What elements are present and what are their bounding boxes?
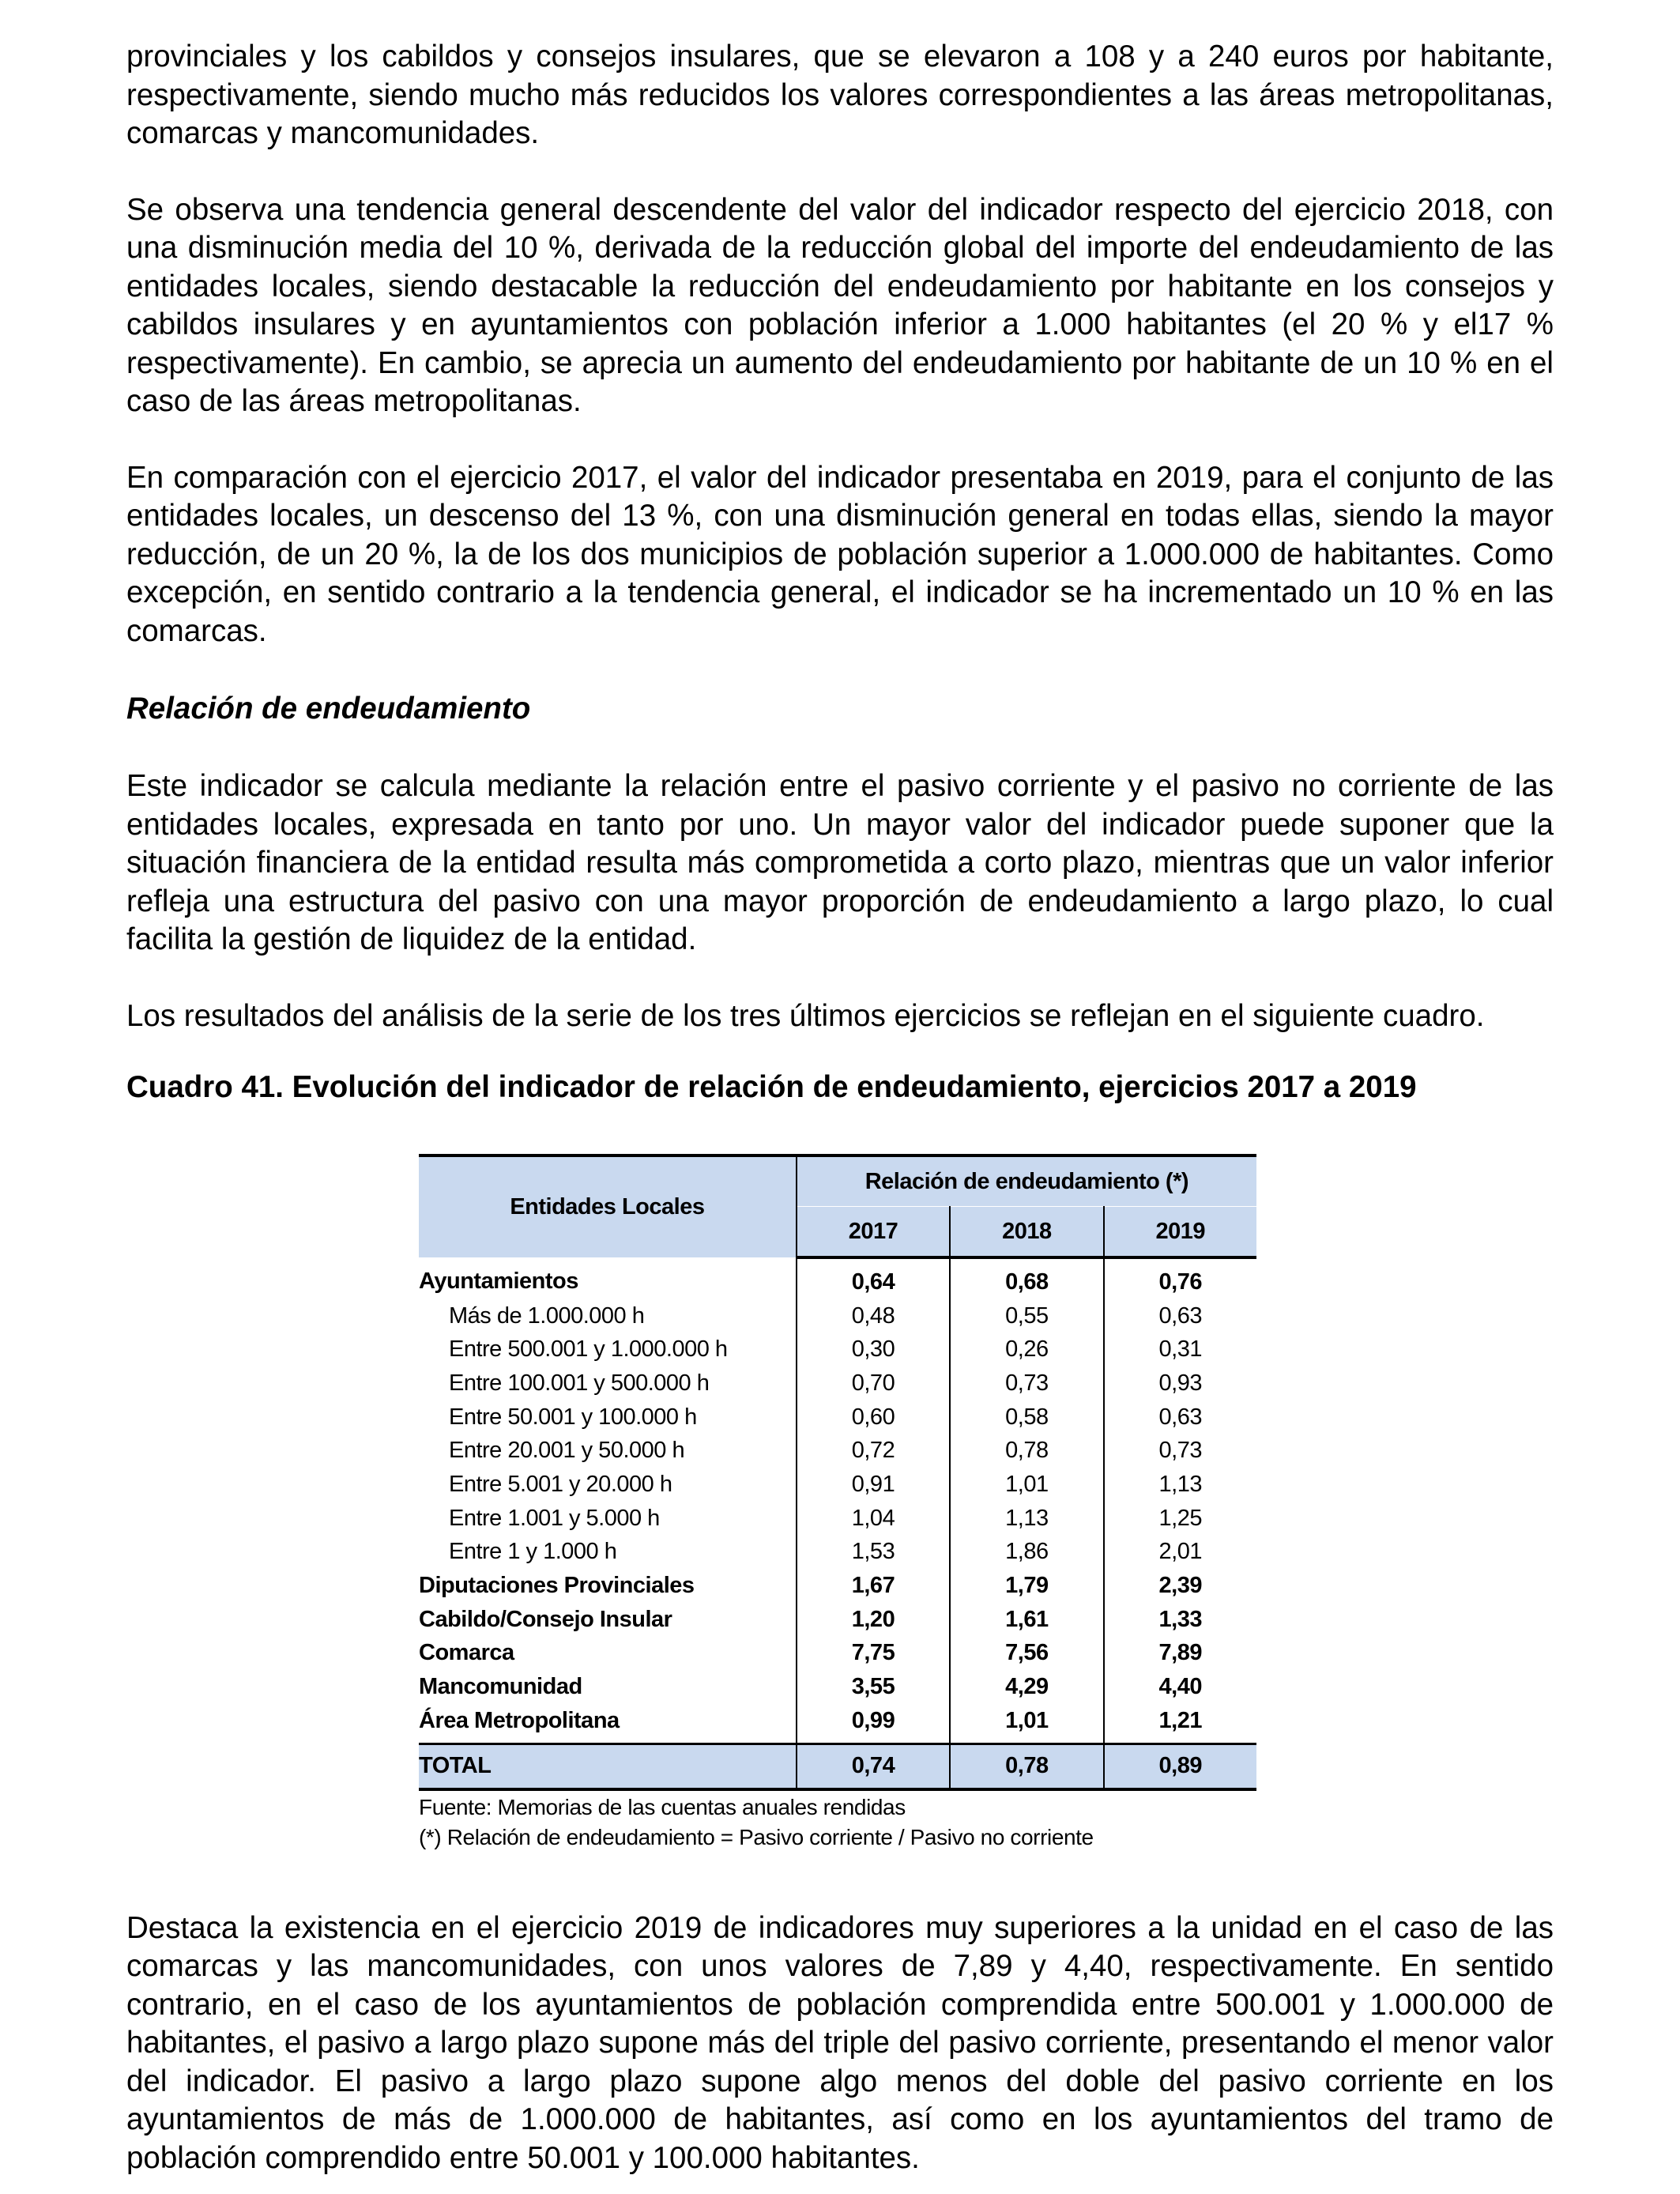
table-cell: 1,13 (1104, 1468, 1256, 1502)
paragraph: Destaca la existencia en el ejercicio 2019 de indicadores muy superiores a la unidad en el caso de las comarcas y las mancomunidades, con unos valores de 7,89 y 4,40, respectivamente. En sentido contrario, en el caso de los ayuntamientos de población comprendida entre 500.001 y 1.000.000 de habitantes, el pasivo a largo plazo supone más del triple del pasivo corriente, presentando el menor valor del indicador. El pasivo a largo plazo supone algo menos del doble del pasivo corriente en los ayuntamientos de más de 1.000.000 de habitantes, así como en los ayuntamientos del tramo de población comprendido entre 50.001 y 100.000 habitantes. (126, 1910, 1554, 2175)
table-cell: 7,56 (950, 1637, 1103, 1671)
table-cell: 0,64 (797, 1257, 950, 1299)
paragraph: Este indicador se calcula mediante la relación entre el pasivo corriente y el pasivo no corriente de las entidades locales, expresada en tanto por uno. Un mayor valor del indicador puede suponer que la situación financiera de la entidad resulta más comprometida a corto plazo, mientras que un valor inferior refleja una estructura del pasivo con una mayor proporción de endeudamiento a largo plazo, lo cual facilita la gestión de liquidez de la entidad. (126, 769, 1554, 956)
table-cell: 0,48 (797, 1299, 950, 1333)
table-cell: 1,21 (1104, 1704, 1256, 1744)
table-cell: 0,63 (1104, 1299, 1256, 1333)
row-label: Entre 1 y 1.000 h (449, 1539, 617, 1565)
table-cell: 1,86 (950, 1536, 1103, 1570)
table-container (419, 1154, 1256, 1853)
table-row (419, 1670, 1256, 1704)
table-cell: 1,01 (950, 1704, 1103, 1744)
column-header-entities: Entidades Locales (419, 1155, 797, 1257)
row-label: Cabildo/Consejo Insular (419, 1606, 672, 1632)
table-row (419, 1468, 1256, 1502)
row-label: Comarca (419, 1640, 514, 1666)
table-row (419, 1569, 1256, 1603)
table-cell: 1,53 (797, 1536, 950, 1570)
table-total-row (419, 1744, 1256, 1789)
table-row (419, 1333, 1256, 1367)
table-cell: 0,30 (797, 1333, 950, 1367)
table-row (419, 1704, 1256, 1744)
table-cell: 7,75 (797, 1637, 950, 1671)
table-cell: 0,78 (950, 1744, 1103, 1789)
document-page (126, 38, 1554, 2177)
table-row (419, 1637, 1256, 1671)
table-cell: 1,01 (950, 1468, 1103, 1502)
table-cell: 0,76 (1104, 1257, 1256, 1299)
column-group-header: Relación de endeudamiento (*) (797, 1155, 1256, 1207)
row-label: Mancomunidad (419, 1674, 582, 1700)
row-label: Entre 1.001 y 5.000 h (449, 1505, 660, 1531)
row-label: Ayuntamientos (419, 1268, 578, 1294)
table-row (419, 1299, 1256, 1333)
table-cell: 1,20 (797, 1603, 950, 1637)
table-cell: 1,04 (797, 1502, 950, 1536)
row-label: Entre 100.001 y 500.000 h (449, 1370, 710, 1396)
table-row (419, 1434, 1256, 1468)
table-row (419, 1257, 1256, 1299)
table-cell: 1,79 (950, 1569, 1103, 1603)
table-cell: 4,29 (950, 1670, 1103, 1704)
column-header-year: 2018 (950, 1207, 1103, 1258)
row-label: Más de 1.000.000 h (449, 1302, 645, 1329)
table-cell: 0,70 (797, 1367, 950, 1400)
column-header-year: 2017 (797, 1207, 950, 1258)
table-cell: 7,89 (1104, 1637, 1256, 1671)
row-label: Entre 5.001 y 20.000 h (449, 1471, 672, 1497)
table-cell: 0,55 (950, 1299, 1103, 1333)
table-row (419, 1536, 1256, 1570)
table-cell: 0,78 (950, 1434, 1103, 1468)
table-cell: 0,58 (950, 1400, 1103, 1434)
table-cell: 0,99 (797, 1704, 950, 1744)
table-cell: 2,39 (1104, 1569, 1256, 1603)
table-cell: 1,13 (950, 1502, 1103, 1536)
definition-note: (*) Relación de endeudamiento = Pasivo corriente / Pasivo no corriente (419, 1824, 1094, 1849)
row-label: TOTAL (419, 1744, 797, 1789)
table-cell: 0,89 (1104, 1744, 1256, 1789)
table-cell: 0,68 (950, 1257, 1103, 1299)
table-cell: 0,73 (950, 1367, 1103, 1400)
table-cell: 0,72 (797, 1434, 950, 1468)
table-cell: 1,67 (797, 1569, 950, 1603)
table-cell: 0,63 (1104, 1400, 1256, 1434)
paragraph: En comparación con el ejercicio 2017, el valor del indicador presentaba en 2019, para el conjunto de las entidades locales, un descenso del 13 %, con una disminución general en todas ellas, siendo la mayor reducción, de un 20 %, la de los dos municipios de población superior a 1.000.000 de habitantes. Como excepción, en sentido contrario a la tendencia general, el indicador se ha incrementado un 10 % en las comarcas. (126, 460, 1554, 648)
column-header-year: 2019 (1104, 1207, 1256, 1258)
table-notes (419, 1793, 1256, 1853)
table-cell: 0,73 (1104, 1434, 1256, 1468)
table-row (419, 1400, 1256, 1434)
paragraph: Se observa una tendencia general descendente del valor del indicador respecto del ejercicio 2018, con una disminución media del 10 %, derivada de la reducción global del importe del endeudamiento de las entidades locales, siendo destacable la reducción del endeudamiento por habitante en los consejos y cabildos insulares y en ayuntamientos con población inferior a 1.000 habitantes (el 20 % y el17 % respectivamente). En cambio, se aprecia un aumento del endeudamiento por habitante de un 10 % en el caso de las áreas metropolitanas. (126, 192, 1554, 418)
row-label: Entre 20.001 y 50.000 h (449, 1438, 685, 1464)
table-cell: 1,25 (1104, 1502, 1256, 1536)
row-label: Entre 500.001 y 1.000.000 h (449, 1336, 728, 1363)
table-row (419, 1603, 1256, 1637)
table-row (419, 1502, 1256, 1536)
section-heading: Relación de endeudamiento (126, 692, 531, 726)
table-caption: Cuadro 41. Evolución del indicador de relación de endeudamiento, ejercicios 2017 a 2019 (126, 1070, 1417, 1104)
table-cell: 3,55 (797, 1670, 950, 1704)
table-row (419, 1367, 1256, 1400)
table-cell: 0,74 (797, 1744, 950, 1789)
table-cell: 0,91 (797, 1468, 950, 1502)
indebtedness-table (419, 1154, 1256, 1791)
table-cell: 1,33 (1104, 1603, 1256, 1637)
table-cell: 1,61 (950, 1603, 1103, 1637)
table-cell: 2,01 (1104, 1536, 1256, 1570)
paragraph: Los resultados del análisis de la serie de los tres últimos ejercicios se reflejan en el siguiente cuadro. (126, 998, 1485, 1033)
row-label: Área Metropolitana (419, 1707, 620, 1733)
table-cell: 4,40 (1104, 1670, 1256, 1704)
table-cell: 0,26 (950, 1333, 1103, 1367)
paragraph: provinciales y los cabildos y consejos insulares, que se elevaron a 108 y a 240 euros por habitante, respectivamente, siendo mucho más reducidos los valores correspondientes a las áreas metropolitanas, comarcas y mancomunidades. (126, 40, 1554, 150)
table-cell: 0,93 (1104, 1367, 1256, 1400)
table-cell: 0,31 (1104, 1333, 1256, 1367)
table-cell: 0,60 (797, 1400, 950, 1434)
source-note: Fuente: Memorias de las cuentas anuales rendidas (419, 1794, 906, 1819)
row-label: Entre 50.001 y 100.000 h (449, 1404, 697, 1430)
row-label: Diputaciones Provinciales (419, 1573, 695, 1599)
